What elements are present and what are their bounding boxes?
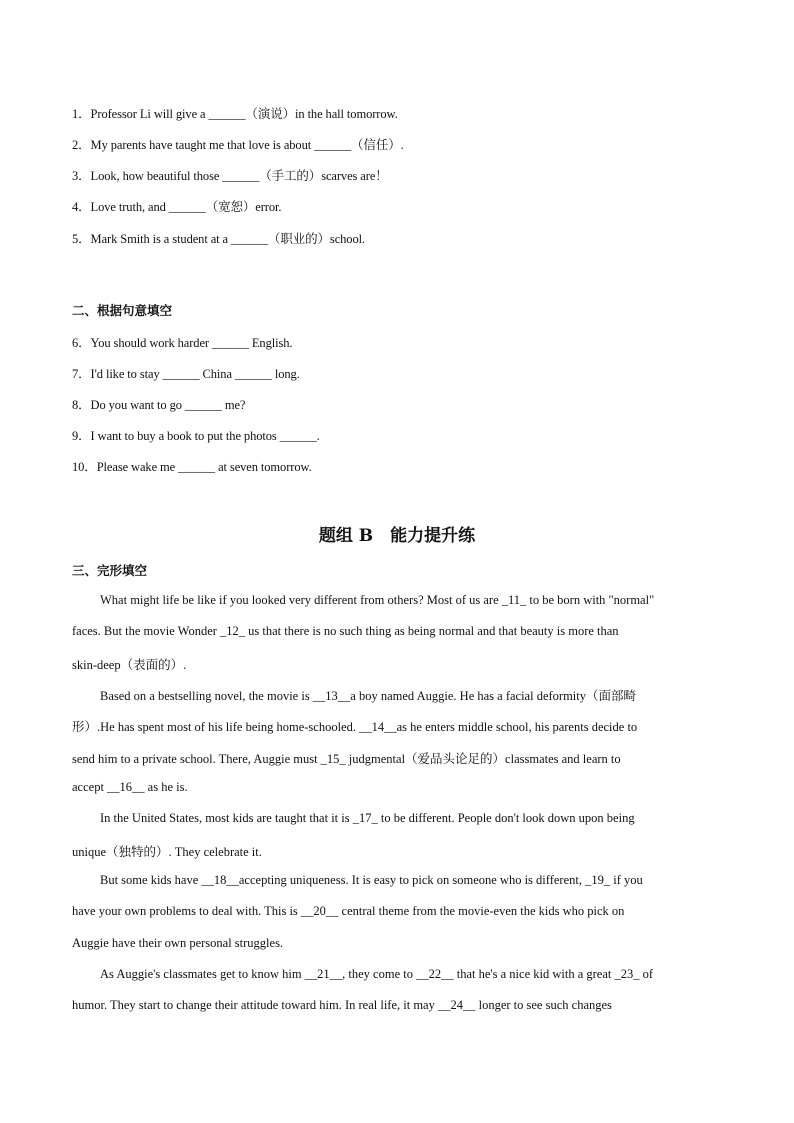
passage-line: accept __16__ as he is. (72, 780, 188, 794)
question-9: 9．I want to buy a book to put the photos ______. (72, 429, 320, 443)
question-5: 5．Mark Smith is a student at a ______（职业的）school. (72, 232, 365, 246)
question-10: 10．Please wake me ______ at seven tomorrow. (72, 460, 312, 474)
question-6: 6．You should work harder ______ English. (72, 336, 293, 350)
section-3-heading: 三、完形填空 (72, 563, 148, 578)
passage-line: 形）.He has spent most of his life being home-schooled. __14__as he enters middle school, his parents decide to (72, 720, 638, 734)
question-8: 8．Do you want to go ______ me? (72, 398, 246, 412)
passage-line: faces. But the movie Wonder _12_ us that there is no such thing as being normal and that beauty is more than (72, 624, 619, 638)
passage-line: unique（独特的）. They celebrate it. (72, 845, 262, 859)
section-2-heading: 二、根据句意填空 (72, 303, 173, 318)
question-3: 3．Look, how beautiful those ______（手工的）scarves are！ (72, 169, 388, 183)
passage-line: But some kids have __18__accepting uniqueness. It is easy to pick on someone who is different, _19_ if you (100, 873, 643, 887)
question-4: 4．Love truth, and ______（宽恕）error. (72, 200, 282, 214)
passage-line: humor. They start to change their attitude toward him. In real life, it may __24__ longer to see such changes (72, 998, 612, 1012)
passage-line: skin-deep（表面的）. (72, 658, 187, 672)
question-1: 1．Professor Li will give a ______（演说）in the hall tomorrow. (72, 107, 398, 121)
passage-line: have your own problems to deal with. This is __20__ central theme from the movie-even the kids who pick on (72, 904, 625, 918)
question-2: 2．My parents have taught me that love is about ______（信任）. (72, 138, 404, 152)
passage-line: In the United States, most kids are taught that it is _17_ to be different. People don't look down upon being (100, 811, 635, 825)
passage-line: Based on a bestselling novel, the movie is __13__a boy named Auggie. He has a facial deformity（面部畸 (100, 689, 636, 703)
passage-line: As Auggie's classmates get to know him __21__, they come to __22__ that he's a nice kid with a great _23_ of (100, 967, 654, 981)
passage-line: What might life be like if you looked very different from others? Most of us are _11_ to be born with "normal" (100, 593, 655, 607)
passage-line: Auggie have their own personal struggles. (72, 936, 284, 950)
question-7: 7．I'd like to stay ______ China ______ long. (72, 367, 300, 381)
group-b-title: 题组 B 能力提升练 (318, 526, 476, 546)
passage-line: send him to a private school. There, Auggie must _15_ judgmental（爱品头论足的）classmates and learn to (72, 752, 621, 766)
